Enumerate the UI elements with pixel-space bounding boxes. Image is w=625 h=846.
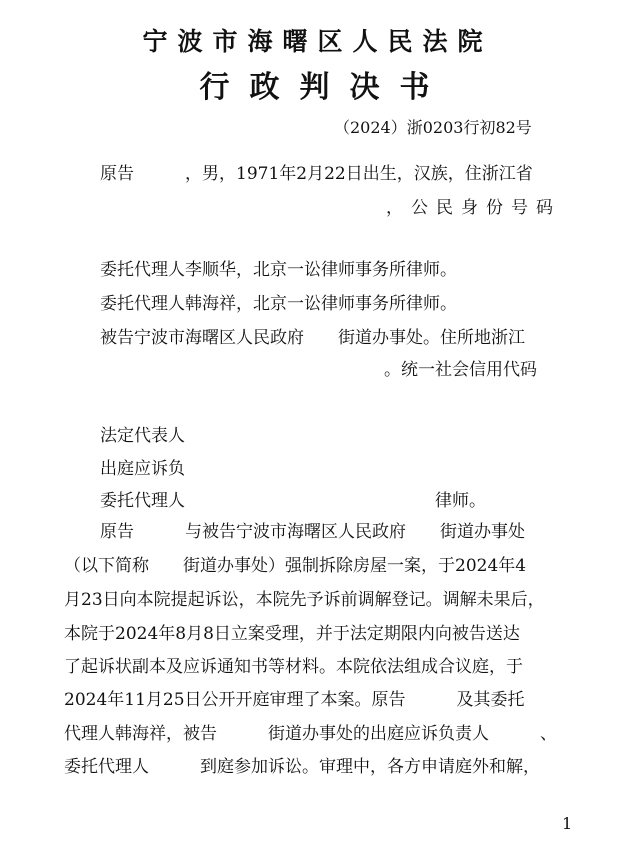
plaintiff-agent-2: 委托代理人韩海祥，北京一讼律师事务所律师。 bbox=[100, 294, 457, 314]
defendant-agent: 委托代理人 bbox=[100, 491, 185, 511]
plaintiff-agent-1: 委托代理人李顺华，北京一讼律师事务所律师。 bbox=[100, 260, 457, 280]
plaintiff-line-1: 原告 ，男，1971年2月22日出生，汉族，住浙江省 bbox=[100, 164, 533, 184]
court-respondent: 出庭应诉负 bbox=[100, 459, 185, 479]
document-title: 行政判决书 bbox=[199, 70, 450, 105]
defendant-line-2: 。统一社会信用代码 bbox=[384, 360, 537, 380]
body-line: 原告 与被告宁波市海曙区人民政府 街道办事处 bbox=[100, 522, 525, 542]
defendant-agent-suffix: 律师。 bbox=[435, 491, 486, 511]
legal-representative: 法定代表人 bbox=[100, 426, 185, 446]
case-number: （2024）浙0203行初82号 bbox=[334, 118, 532, 137]
body-line: 月23日向本院提起诉讼，本院先予诉前调解登记。调解未果后， bbox=[64, 590, 545, 610]
body-line: 了起诉状副本及应诉通知书等材料。本院依法组成合议庭，于 bbox=[64, 657, 523, 677]
page-number: 1 bbox=[562, 814, 573, 833]
body-line: 本院于2024年8月8日立案受理，并于法定期限内向被告送达 bbox=[64, 624, 520, 644]
body-line: 代理人韩海祥，被告 街道办事处的出庭应诉负责人 、 bbox=[64, 724, 557, 744]
plaintiff-line-2: ，公民身份号码 bbox=[386, 198, 561, 218]
body-line: 委托代理人 到庭参加诉讼。审理中，各方申请庭外和解， bbox=[64, 757, 540, 777]
body-line: 2024年11月25日公开开庭审理了本案。原告 及其委托 bbox=[64, 690, 525, 710]
court-name: 宁波市海曙区人民法院 bbox=[142, 27, 493, 56]
defendant-line-1: 被告宁波市海曙区人民政府 街道办事处。住所地浙江 bbox=[100, 328, 525, 348]
body-line: （以下简称 街道办事处）强制拆除房屋一案，于2024年4 bbox=[64, 556, 527, 576]
